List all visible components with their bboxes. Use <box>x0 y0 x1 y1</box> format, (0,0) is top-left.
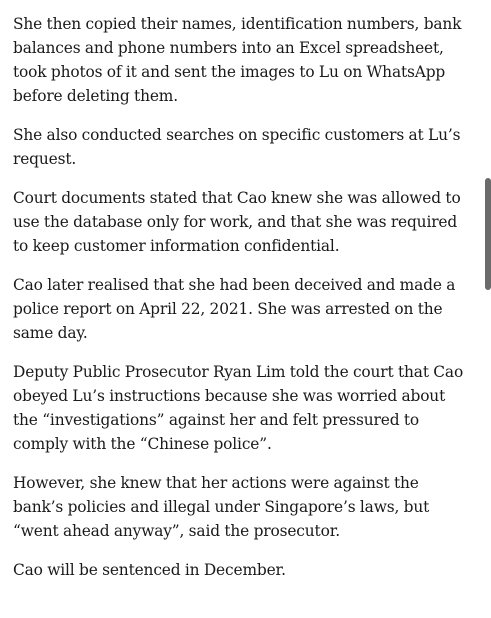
article-paragraph: However, she knew that her actions were against the bank’s policies and illegal under Singapore’s laws, but “went ahead anyway”, said the prosecutor. <box>13 474 430 540</box>
article-paragraph: Cao will be sentenced in December. <box>13 561 286 579</box>
article-paragraph: She then copied their names, identification numbers, bank balances and phone numbers into an Excel spreadsheet, took photos of it and sent the images to Lu on WhatsApp before deleting them. <box>13 15 462 105</box>
article-body <box>13 12 473 597</box>
article-paragraph: Deputy Public Prosecutor Ryan Lim told the court that Cao obeyed Lu’s instructions because she was worried about the “investigations” against her and felt pressured to comply with the “Chinese police”. <box>13 363 464 453</box>
article-paragraph: She also conducted searches on specific customers at Lu’s request. <box>13 126 461 168</box>
vertical-scrollbar[interactable] <box>485 0 491 618</box>
article-paragraph: Cao later realised that she had been deceived and made a police report on April 22, 2021. She was arrested on the same day. <box>13 276 456 342</box>
scrollbar-thumb[interactable] <box>485 178 491 290</box>
article-paragraph: Court documents stated that Cao knew she was allowed to use the database only for work, and that she was required to keep customer information confidential. <box>13 189 461 255</box>
